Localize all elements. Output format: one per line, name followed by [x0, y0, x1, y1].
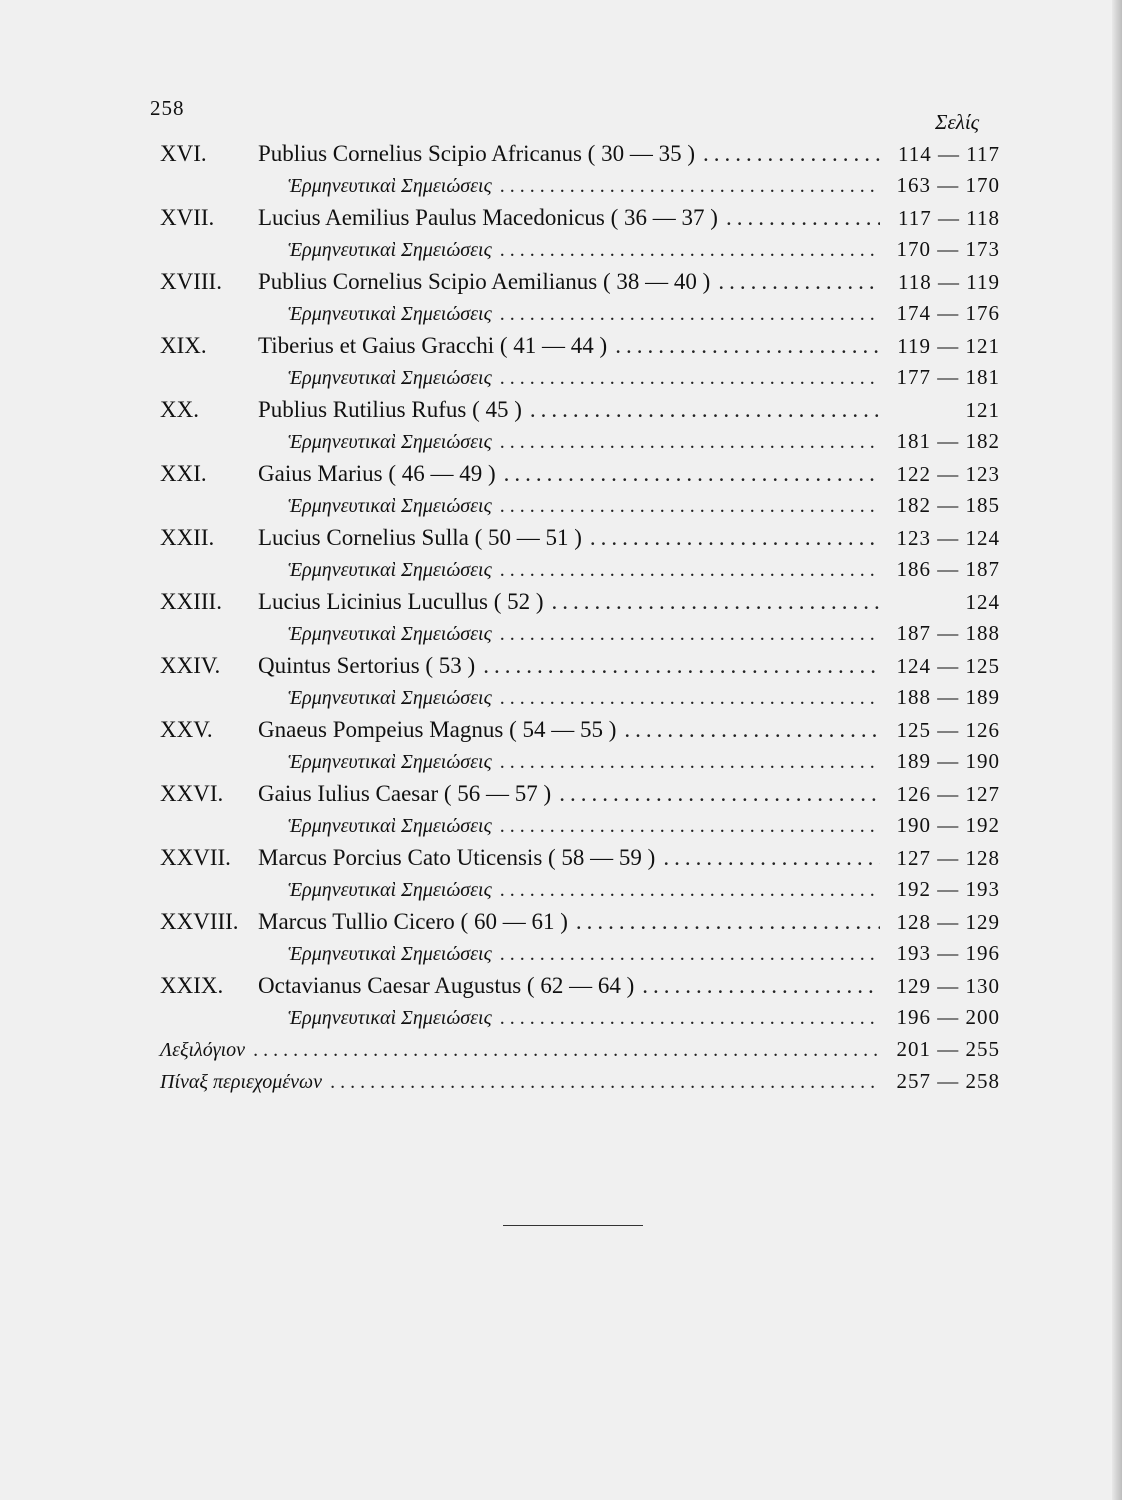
notes-pages: 187 — 188	[896, 621, 1000, 645]
chapter-title: Octavianus Caesar Augustus ( 62 — 64 )	[258, 973, 635, 998]
dot-leader	[500, 815, 880, 838]
dot-leader	[500, 495, 880, 518]
toc-entry	[160, 397, 1000, 461]
chapter-title: Publius Cornelius Scipio Aemilianus ( 38 — 40 )	[258, 269, 711, 294]
toc-row	[160, 269, 1000, 301]
page-edge-shadow	[1112, 0, 1122, 1500]
chapter-numeral: XIX.	[160, 333, 207, 358]
chapter-numeral: XXVII.	[160, 845, 231, 870]
dot-leader	[663, 845, 880, 871]
notes-pages: 190 — 192	[896, 813, 1000, 837]
chapter-numeral: XXII.	[160, 525, 215, 550]
dot-leader	[552, 589, 880, 615]
chapter-numeral: XVI.	[160, 141, 207, 166]
dot-leader	[330, 1071, 880, 1094]
dot-leader	[576, 909, 880, 935]
dot-leader	[530, 397, 880, 423]
notes-pages: 196 — 200	[896, 1005, 1000, 1029]
toc-entry	[160, 717, 1000, 781]
chapter-title: Publius Rutilius Rufus ( 45 )	[258, 397, 522, 422]
chapter-title: Marcus Porcius Cato Uticensis ( 58 — 59 )	[258, 845, 656, 870]
notes-label: Ἑρμηνευτικαὶ Σημειώσεις	[288, 431, 492, 453]
chapter-pages: 114 — 117	[898, 142, 1000, 166]
toc-row	[160, 845, 1000, 877]
notes-pages: 186 — 187	[896, 557, 1000, 581]
notes-label: Ἑρμηνευτικαὶ Σημειώσεις	[288, 495, 492, 517]
toc-entry	[160, 461, 1000, 525]
back-matter-row	[160, 1069, 1000, 1101]
toc-entry	[160, 653, 1000, 717]
chapter-pages: 129 — 130	[896, 974, 1000, 998]
chapter-title: Lucius Licinius Lucullus ( 52 )	[258, 589, 544, 614]
notes-label: Ἑρμηνευτικαὶ Σημειώσεις	[288, 175, 492, 197]
notes-label: Ἑρμηνευτικαὶ Σημειώσεις	[288, 687, 492, 709]
toc-row	[160, 333, 1000, 365]
dot-leader	[718, 269, 880, 295]
chapter-numeral: XVII.	[160, 205, 215, 230]
notes-pages: 188 — 189	[896, 685, 1000, 709]
chapter-numeral: XXIX.	[160, 973, 224, 998]
toc-entry	[160, 589, 1000, 653]
dot-leader	[500, 303, 880, 326]
chapter-title: Lucius Aemilius Paulus Macedonicus ( 36 — 37 )	[258, 205, 718, 230]
chapter-pages: 119 — 121	[897, 334, 1000, 358]
toc-entry	[160, 781, 1000, 845]
notes-label: Ἑρμηνευτικαὶ Σημειώσεις	[288, 367, 492, 389]
toc-notes-row	[160, 237, 1000, 269]
toc-notes-row	[160, 429, 1000, 461]
chapter-title: Publius Cornelius Scipio Africanus ( 30 — 35 )	[258, 141, 695, 166]
dot-leader	[504, 461, 880, 487]
toc-row	[160, 717, 1000, 749]
dot-leader	[500, 367, 880, 390]
dot-leader	[590, 525, 880, 551]
notes-pages: 181 — 182	[896, 429, 1000, 453]
toc-entry	[160, 909, 1000, 973]
chapter-pages: 124	[965, 590, 1000, 614]
toc-notes-row	[160, 365, 1000, 397]
chapter-title: Gaius Iulius Caesar ( 56 — 57 )	[258, 781, 552, 806]
dot-leader	[500, 175, 880, 198]
dot-leader	[500, 623, 880, 646]
notes-label: Ἑρμηνευτικαὶ Σημειώσεις	[288, 239, 492, 261]
back-matter-pages: 201 — 255	[896, 1037, 1000, 1061]
notes-pages: 170 — 173	[896, 237, 1000, 261]
chapter-title: Tiberius et Gaius Gracchi ( 41 — 44 )	[258, 333, 608, 358]
chapter-pages: 117 — 118	[898, 206, 1000, 230]
chapter-numeral: XX.	[160, 397, 199, 422]
notes-pages: 192 — 193	[896, 877, 1000, 901]
toc-notes-row	[160, 621, 1000, 653]
toc-row	[160, 589, 1000, 621]
chapter-title: Quintus Sertorius ( 53 )	[258, 653, 476, 678]
chapter-pages: 125 — 126	[896, 718, 1000, 742]
back-matter-label: Λεξιλόγιον	[160, 1039, 246, 1061]
toc-notes-row	[160, 685, 1000, 717]
dot-leader	[500, 687, 880, 710]
toc-entry	[160, 205, 1000, 269]
back-matter	[160, 1037, 1000, 1101]
toc-entry	[160, 973, 1000, 1037]
toc-notes-row	[160, 877, 1000, 909]
dot-leader	[615, 333, 880, 359]
back-matter-pages: 257 — 258	[896, 1069, 1000, 1093]
notes-pages: 193 — 196	[896, 941, 1000, 965]
notes-pages: 174 — 176	[896, 301, 1000, 325]
dot-leader	[559, 781, 880, 807]
chapter-title: Marcus Tullio Cicero ( 60 — 61 )	[258, 909, 568, 934]
toc-row	[160, 461, 1000, 493]
toc-notes-row	[160, 941, 1000, 973]
toc-row	[160, 397, 1000, 429]
notes-pages: 177 — 181	[896, 365, 1000, 389]
dot-leader	[500, 431, 880, 454]
toc-entry	[160, 525, 1000, 589]
chapter-title: Lucius Cornelius Sulla ( 50 — 51 )	[258, 525, 582, 550]
notes-label: Ἑρμηνευτικαὶ Σημειώσεις	[288, 879, 492, 901]
back-matter-row	[160, 1037, 1000, 1069]
toc-row	[160, 525, 1000, 557]
toc-row	[160, 781, 1000, 813]
notes-label: Ἑρμηνευτικαὶ Σημειώσεις	[288, 623, 492, 645]
chapter-pages: 123 — 124	[896, 526, 1000, 550]
toc-entry	[160, 141, 1000, 205]
notes-label: Ἑρμηνευτικαὶ Σημειώσεις	[288, 1007, 492, 1029]
dot-leader	[500, 751, 880, 774]
toc-entry	[160, 845, 1000, 909]
dot-leader	[500, 879, 880, 902]
notes-pages: 163 — 170	[896, 173, 1000, 197]
chapter-numeral: XXV.	[160, 717, 213, 742]
notes-label: Ἑρμηνευτικαὶ Σημειώσεις	[288, 815, 492, 837]
toc-entry	[160, 333, 1000, 397]
notes-pages: 189 — 190	[896, 749, 1000, 773]
dot-leader	[726, 205, 880, 231]
toc-entry	[160, 269, 1000, 333]
dot-leader	[624, 717, 880, 743]
table-of-contents	[160, 141, 1000, 1101]
notes-label: Ἑρμηνευτικαὶ Σημειώσεις	[288, 943, 492, 965]
chapter-numeral: XXVI.	[160, 781, 224, 806]
dot-leader	[500, 559, 880, 582]
chapter-title: Gaius Marius ( 46 — 49 )	[258, 461, 496, 486]
toc-row	[160, 653, 1000, 685]
dot-leader	[500, 943, 880, 966]
chapter-numeral: XXIV.	[160, 653, 221, 678]
dot-leader	[642, 973, 880, 999]
notes-label: Ἑρμηνευτικαὶ Σημειώσεις	[288, 559, 492, 581]
chapter-numeral: XXVIII.	[160, 909, 239, 934]
toc-entries	[160, 141, 1000, 1037]
toc-row	[160, 909, 1000, 941]
notes-label: Ἑρμηνευτικαὶ Σημειώσεις	[288, 303, 492, 325]
chapter-numeral: XVIII.	[160, 269, 222, 294]
closing-rule	[503, 1225, 643, 1226]
dot-leader	[253, 1039, 880, 1062]
chapter-pages: 121	[965, 398, 1000, 422]
toc-row	[160, 205, 1000, 237]
toc-notes-row	[160, 493, 1000, 525]
toc-notes-row	[160, 557, 1000, 589]
chapter-numeral: XXIII.	[160, 589, 222, 614]
toc-notes-row	[160, 1005, 1000, 1037]
chapter-pages: 127 — 128	[896, 846, 1000, 870]
chapter-numeral: XXI.	[160, 461, 207, 486]
toc-notes-row	[160, 301, 1000, 333]
dot-leader	[500, 239, 880, 262]
dot-leader	[703, 141, 880, 167]
chapter-pages: 122 — 123	[896, 462, 1000, 486]
dot-leader	[500, 1007, 880, 1030]
toc-row	[160, 973, 1000, 1005]
toc-notes-row	[160, 813, 1000, 845]
chapter-pages: 128 — 129	[896, 910, 1000, 934]
notes-label: Ἑρμηνευτικαὶ Σημειώσεις	[288, 751, 492, 773]
dot-leader	[483, 653, 880, 679]
notes-pages: 182 — 185	[896, 493, 1000, 517]
toc-notes-row	[160, 749, 1000, 781]
pages-column-header: Σελίς	[935, 110, 980, 134]
chapter-pages: 126 — 127	[896, 782, 1000, 806]
toc-row	[160, 141, 1000, 173]
toc-notes-row	[160, 173, 1000, 205]
back-matter-label: Πίναξ περιεχομένων	[160, 1071, 323, 1093]
chapter-title: Gnaeus Pompeius Magnus ( 54 — 55 )	[258, 717, 617, 742]
chapter-pages: 124 — 125	[896, 654, 1000, 678]
chapter-pages: 118 — 119	[898, 270, 1000, 294]
page-number: 258	[150, 96, 185, 120]
